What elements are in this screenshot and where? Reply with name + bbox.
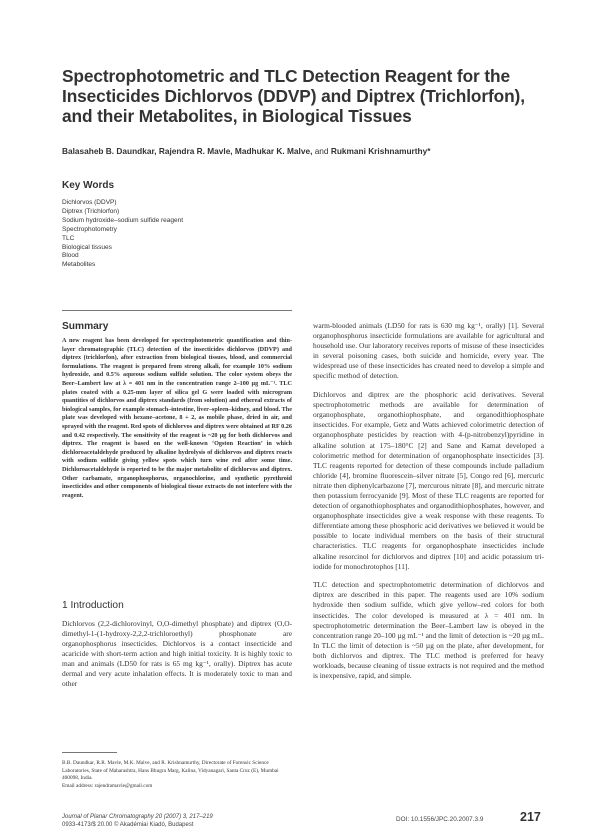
body-paragraph: Dichlorvos and diptrex are the phosphoric acid derivatives. Several spectrophotometric methods are available for determination of organophosphate, organothiophosphate, and organodithiophosphate insecticides. For example, Getz and Watts achieved colorimetric detection of organophosphate pesticides by reaction with 4-(p-nitrobenzyl)pyridine in alkaline solution at 175–180°C [2] and Sane and Kamat developed a colorimetric method for determination of organophosphate insecticides [3]. TLC reagents reported for detection of these compounds include palladium chloride [4], bromine fluorescein–silver nitrate [5], Congo red [6], mercuric nitrate then diphenylcarbazone [7], mercurous nitrate [8], and mercuric nitrate then potassium ferrocyanide [9]. Most of these TLC reagents are reported for detection of organothiophosphates and organodithiophosphates, however, and organophosphate insecticides give a weak response with these reagents. To differentiate among these phosphoric acid derivatives we believed it would be possible to locate individual members on the basis of their structural characteristics. TLC reagents for organophosphate insecticides include alkaline resorcinol for dichlorvos and diptrex [10] and acidic potassium tri-iodide for monochrotophos [11]. [313,390,544,571]
keyword-item: Dichlorvos (DDVP) [62,199,117,206]
page-number: 217 [520,810,541,824]
author-names: Balasaheb B. Daundkar, Rajendra R. Mavle, Madhukar K. Malve, [62,146,313,156]
keyword-item: Biological tissues [62,243,112,251]
keywords-heading: Key Words [62,180,115,191]
keyword-item: Metabolites [62,261,96,269]
keywords-list [62,199,282,270]
journal-citation: Journal of Planar Chromatography 20 (2007) 3, 217–219 [62,814,213,820]
body-paragraph: TLC detection and spectrophotometric determination of dichlorvos and diptrex are described in this paper. The reagents used are 10% sodium hydroxide then sodium sulfide, which give yellow–red colors for both insecticides. The color developed is measured at λ = 401 nm. In spectrophotometric determination the Beer–Lambert law is obeyed in the concentration range 20–100 µg mL⁻¹ and the limit of detection is ~20 µg mL. In TLC the limit of detection is ~50 µg on the plate, after development, for both dichlorvos and diptrex. The TLC method is preferred for heavy workloads, because cleaning of tissue extracts is not required and the method is inexpensive, rapid, and simple. [313,580,544,681]
article-title: Spectrophotometric and TLC Detection Reagent for the Insecticides Dichlorvos (DDVP) and Diptrex (Trichlorfon), and their Metabolites, in Biological Tissues [62,66,525,126]
keyword-item: Blood [62,252,79,260]
journal-footer [62,814,322,829]
affiliation-footnote [62,760,292,790]
author-line [62,146,542,156]
keyword-item: TLC [62,234,75,242]
affiliation-text: B.B. Daundkar, R.R. Mavle, M.K. Malve, and R. Krishnamurthy, Directorate of Forensic Science Laboratories, State of Maharashtra, Hans Bhugra Marg, Kalina, Vidyanagari, Santa Cruz (E), Mumbai 400098, India. [62,760,279,781]
author-last: Rukmani Krishnamurthy* [330,146,431,156]
summary-paragraph: A new reagent has been developed for spectrophotometric quantification and thin-layer chromatographic (TLC) detection of the insecticides dichlorvos (DDVP) and diptrex (trichlorfon), after extraction from biological tissues, blood, and commercial formulations. The reagent is prepared from strong alkali, for example 10% sodium hydroxide, and 0.5% aqueous sodium sulfide solution. The color system obeys the Beer–Lambert law at λ = 401 nm in the concentration range 2–100 µg mL⁻¹. TLC plates coated with a 0.25-mm layer of silica gel G were loaded with microgram quantities of dichlorvos and diptrex standards (from solution) and ethereal extracts of biological samples, for example stomach–intestine, liver–spleen–kidney, and blood. The plate was developed with hexane–acetone, 8 + 2, as mobile phase, dried in air, and sprayed with the reagent. Red spots of dichlorvos and diptrex were obtained at RF 0.26 and 0.42 respectively. The sensitivity of the reagent is ~20 µg for both dichlorvos and diptrex. The reagent is based on the well-known ‘Ogston Reaction’ in which dichloroacetaldehyde produced by alkaline hydrolysis of dichlorvos and diptrex reacts with sodium sulfide giving yellow spots which turn wine red after some time. Dichloroacetaldehyde is reported to be the major metabolite of dichlorvos and diptrex. Other carbamate, organophosphorus, organochlorine, and synthetic pyrethroid insecticides and other components of biological tissue extracts do not interfere with the reagent. [62,337,292,499]
doi-text: DOI: 10.1556/JPC.20.2007.3.9 [396,816,484,823]
email-text: Email address: rajendramavle@gmail.com [62,782,153,789]
author-conjunction: and [314,146,329,156]
issn-line: 0933-4173/$ 20.00 © Akadémiai Kiadó, Budapest [62,821,194,828]
keyword-item: Sodium hydroxide–sodium sulfide reagent [62,216,184,224]
introduction-heading: 1 Introduction [62,600,124,611]
body-paragraph: warm-blooded animals (LD50 for rats is 630 mg kg⁻¹, orally) [1]. Several organophosphorus insecticide formulations are available for agricultural and household use. Our laboratory receives reports of misuse of these insecticides in several poisoning cases, both suicide and homicide, every year. The widespread use of these insecticides has created need to develop a simple and specific method of detection. [313,321,544,381]
keyword-item: Spectrophotometry [62,225,117,233]
introduction-paragraph: Dichlorvos (2,2-dichlorovinyl, O,O-dimethyl phosphate) and diptrex (O,O-dimethyl-1-(1-hydroxy-2,2,2-trichloroethyl) phosphonate are organophosphorus insecticides. Dichlorvos is a contact insecticide and acaricide with short-term action and high initial toxicity. It is highly toxic to man and animals (LD50 for rats is 65 mg kg⁻¹, orally). Diptrex has acute dermal and very acute inhalation effects. It is moderately toxic to man and other [62,619,292,688]
keyword-item: Diptrex (Trichlorfon) [62,207,120,215]
summary-text [62,337,292,500]
section-divider [62,310,292,311]
introduction-text [62,619,292,689]
footnote-divider [62,752,117,753]
summary-heading: Summary [62,321,109,332]
right-column-text [313,321,544,690]
